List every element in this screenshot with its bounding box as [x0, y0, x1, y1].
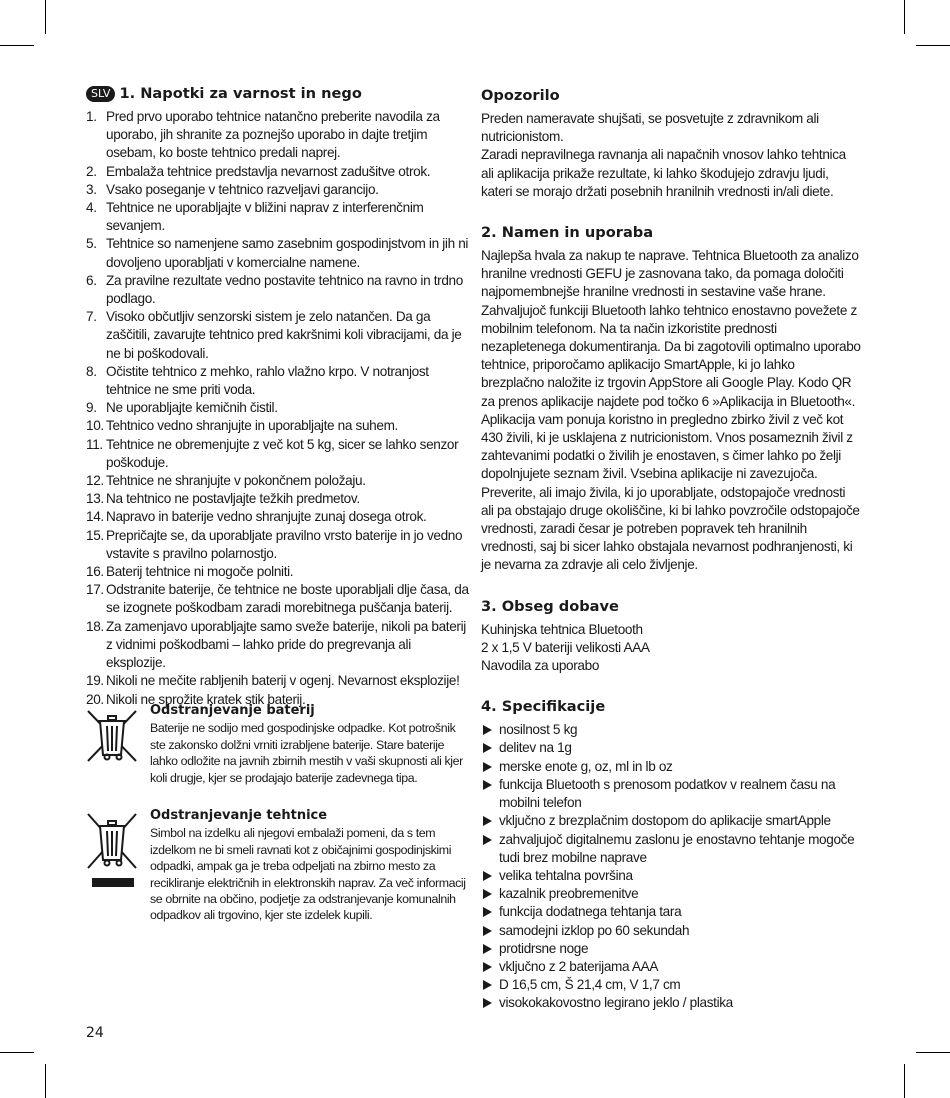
- language-badge: SLV: [86, 86, 115, 102]
- disposal-scale: [86, 808, 471, 924]
- safety-item-number: 9.: [86, 400, 97, 416]
- safety-item: [86, 363, 471, 399]
- spec-item: [481, 885, 861, 903]
- safety-item-number: 4.: [86, 200, 97, 216]
- safety-item: [86, 472, 471, 490]
- delivery-line: Kuhinjska tehtnica Bluetooth: [481, 621, 643, 637]
- safety-item-text: Tehtnice so namenjene samo zasebnim gospodinjstvom in jih ni dovoljeno uporabljati v komercialne namene.: [106, 236, 469, 270]
- section3: [481, 597, 861, 676]
- crop-mark: [904, 0, 905, 34]
- safety-item-number: 19.: [86, 673, 104, 689]
- crop-mark: [0, 1052, 34, 1053]
- spec-item-text: D 16,5 cm, Š 21,4 cm, V 1,7 cm: [499, 977, 681, 993]
- safety-item-number: 15.: [86, 527, 104, 543]
- safety-item-number: 3.: [86, 181, 97, 197]
- safety-list: [86, 108, 471, 709]
- spec-item-text: nosilnost 5 kg: [499, 722, 578, 738]
- crop-mark: [45, 0, 46, 34]
- spec-item-text: merske enote g, oz, ml in lb oz: [499, 758, 673, 774]
- safety-item-text: Pred prvo uporabo tehtnice natančno preberite navodila za uporabo, jih shranite za poznejšo uporabo in dajte tretjim osebam, ko boste tehtnico predali naprej.: [106, 109, 440, 161]
- warning-title: Opozorilo: [481, 87, 560, 104]
- safety-item-text: Tehtnice ne uporabljajte v bližini naprav z interferenčnim sevanjem.: [106, 200, 424, 234]
- disposal-batteries-text: Baterije ne sodijo med gospodinjske odpadke. Kot potrošnik ste zakonsko dolžni vrniti izrabljene baterije. Stare baterije lahko odložite na javnih zbirnih mestih v vaši skupnosti ali kjer koli drugje, kjer se prodajajo baterije zadevnega tipa.: [150, 721, 463, 785]
- safety-item: [86, 199, 471, 235]
- spec-item-text: velika tehtalna površina: [499, 867, 633, 883]
- safety-item: [86, 508, 471, 526]
- spec-item-text: visokokakovostno legirano jeklo / plastika: [499, 995, 733, 1011]
- triangle-bullet-icon: [483, 944, 492, 954]
- safety-item-number: 7.: [86, 309, 97, 325]
- spec-item-text: protidrsne noge: [499, 940, 589, 956]
- safety-item: [86, 527, 471, 563]
- triangle-bullet-icon: [483, 762, 492, 772]
- safety-item-number: 18.: [86, 618, 104, 634]
- crop-mark: [916, 1052, 950, 1053]
- delivery-line: 2 x 1,5 V bateriji velikosti AAA: [481, 639, 650, 655]
- warning-paragraph-1: Preden nameravate shujšati, se posvetujte z zdravnikom ali nutricionistom.: [481, 111, 819, 145]
- safety-item: [86, 163, 471, 181]
- safety-item: [86, 272, 471, 308]
- spec-item-text: funkcija Bluetooth s prenosom podatkov v realnem času na mobilni telefon: [499, 776, 836, 811]
- safety-item-text: Napravo in baterije vedno shranjujte zunaj dosega otrok.: [106, 509, 427, 525]
- triangle-bullet-icon: [483, 816, 492, 826]
- safety-item-text: Tehtnice ne obremenjujte z več kot 5 kg, sicer se lahko senzor poškoduje.: [106, 436, 459, 470]
- section4-title: 4. Specifikacije: [481, 698, 606, 716]
- safety-item-text: Na tehtnico ne postavljajte težkih predmetov.: [106, 491, 360, 507]
- safety-item: [86, 308, 471, 363]
- safety-item-number: 5.: [86, 236, 97, 252]
- spec-item: [481, 831, 861, 867]
- safety-item-number: 12.: [86, 473, 104, 489]
- spec-item-text: samodejni izklop po 60 sekundah: [499, 922, 690, 938]
- spec-item: [481, 739, 861, 757]
- crop-mark: [45, 1064, 46, 1098]
- safety-item: [86, 235, 471, 271]
- safety-item-text: Nikoli ne sprožite kratek stik baterij.: [106, 691, 306, 707]
- safety-item-text: Embalaža tehtnice predstavlja nevarnost zadušitve otrok.: [106, 163, 431, 179]
- safety-item-number: 13.: [86, 491, 104, 507]
- safety-item-number: 20.: [86, 691, 104, 707]
- spec-item: [481, 721, 861, 739]
- delivery-line: Navodila za uporabo: [481, 658, 600, 674]
- safety-item: [86, 399, 471, 417]
- section2-title: 2. Namen in uporaba: [481, 224, 654, 242]
- safety-item-text: Za pravilne rezultate vedno postavite tehtnico na ravno in trdno podlago.: [106, 272, 463, 307]
- safety-item-text: Prepričajte se, da uporabljate pravilno vrsto baterije in jo vedno vstavite s pravilno polarnostjo.: [106, 527, 463, 561]
- safety-item-number: 16.: [86, 564, 104, 580]
- crop-mark: [0, 45, 34, 46]
- safety-item-text: Tehtnico vedno shranjujte in uporabljajte na suhem.: [106, 418, 398, 434]
- safety-item-text: Očistite tehtnico z mehko, rahlo vlažno krpo. V notranjost tehtnice ne sme priti voda.: [106, 363, 429, 398]
- safety-item-number: 17.: [86, 582, 104, 598]
- disposal-batteries-title: Odstranjevanje baterij: [150, 703, 315, 718]
- left-column: [86, 84, 471, 709]
- section2-text: Najlepša hvala za nakup te naprave. Tehtnica Bluetooth za analizo hranilne vrednosti GEFU je zasnovana tako, da pomaga določiti najpomembnejše hranilne vrednosti in sestavine vaše hrane. Zahvaljujoč funkciji Bluetooth lahko tehtnico enostavno povežete z mobilnim telefonom. Na ta način izkoristite prednosti nezapletenega dokumentiranja. Da bi zagotovili optimalno uporabo tehtnice, priporočamo aplikacijo SmartApple, ki jo lahko brezplačno naložite iz trgovin AppStore ali Google Play. Kodo QR za prenos aplikacije najdete pod točko 6 »Aplikacija in Bluetooth«. Aplikacija vam ponuja koristno in pregledno zbirko živil z več kot 430 živili, ki je usklajena z nutricionistom. Vnos posameznih živil z zahtevanimi podatki o živilih je enostaven, s čimer lahko po želji dopolnjujete seznam živil. Vsebina aplikacije ni zavezujoča. Preverite, ali imajo živila, ki jo uporabljate, odstopajoče vrednosti ali pa obstajajo druge okoliščine, ki bi lahko povzročile odstopajoče vrednosti, zaradi česar je potreben popravek teh hranilnih vrednosti, saj bi sicer lahko obstajala nevarnost podhranjenosti, ki je nevarna za zdravje ali celo življenje.: [481, 248, 861, 573]
- triangle-bullet-icon: [483, 780, 492, 790]
- spec-item: [481, 976, 861, 994]
- spec-item: [481, 940, 861, 958]
- safety-item-text: Baterij tehtnice ni mogoče polniti.: [106, 564, 294, 580]
- safety-item: [86, 563, 471, 581]
- spec-item: [481, 812, 861, 830]
- spec-list: [481, 721, 861, 1012]
- triangle-bullet-icon: [483, 980, 492, 990]
- safety-item-text: Za zamenjavo uporabljajte samo sveže baterije, nikoli pa baterij z vidnimi poškodbami – lahko pride do pregrevanja ali eksplozije.: [106, 618, 466, 671]
- crossed-bin-icon: [86, 703, 140, 773]
- crop-mark: [904, 1064, 905, 1098]
- safety-item-number: 2.: [86, 163, 97, 179]
- safety-item-number: 1.: [86, 109, 97, 124]
- spec-item: [481, 758, 861, 776]
- triangle-bullet-icon: [483, 835, 492, 845]
- spec-item: [481, 867, 861, 885]
- spec-item: [481, 994, 861, 1012]
- safety-item-text: Tehtnice ne shranjujte v pokončnem položaju.: [106, 473, 366, 489]
- disposal-scale-text: Simbol na izdelku ali njegovi embalaži pomeni, da s tem izdelkom ne bi smeli ravnati kot z običajnimi gospodinjskimi odpadki, ampak ga je treba odpeljati na zbirno mesto za recikliranje električnih in elektronskih naprav. Za več informacij se obrnite na občino, podjetje za odstranjevanje komunalnih odpadkov ali trgovino, kjer ste izdelek kupili.: [150, 826, 466, 923]
- triangle-bullet-icon: [483, 962, 492, 972]
- spec-item-text: delitev na 1g: [499, 740, 572, 756]
- spec-item-text: vključno z 2 baterijama AAA: [499, 958, 659, 974]
- section4: [481, 697, 861, 1012]
- section3-title: 3. Obseg dobave: [481, 597, 619, 615]
- disposal-batteries: [86, 703, 471, 786]
- spec-item: [481, 922, 861, 940]
- safety-item: [86, 618, 471, 673]
- triangle-bullet-icon: [483, 926, 492, 936]
- spec-item-text: vključno z brezplačnim dostopom do aplikacije smartApple: [499, 813, 831, 829]
- disposal-scale-title: Odstranjevanje tehtnice: [150, 808, 328, 823]
- spec-item: [481, 958, 861, 976]
- safety-item-text: Odstranite baterije, če tehtnice ne boste uporabljali dlje časa, da se izognete poškodbam zaradi morebitnega puščanja baterij.: [106, 582, 469, 616]
- section2: [481, 223, 861, 575]
- section1-heading: [86, 84, 471, 104]
- spec-item-text: funkcija dodatnega tehtanja tara: [499, 904, 682, 920]
- safety-item-text: Vsako poseganje v tehtnico razveljavi garancijo.: [106, 181, 379, 197]
- safety-item-number: 8.: [86, 363, 97, 379]
- triangle-bullet-icon: [483, 998, 492, 1008]
- safety-item: [86, 181, 471, 199]
- safety-item: [86, 417, 471, 435]
- spec-item: [481, 903, 861, 921]
- page-number: 24: [86, 1025, 104, 1041]
- safety-item: [86, 108, 471, 163]
- section1-title: 1. Napotki za varnost in nego: [119, 85, 362, 102]
- safety-item-number: 10.: [86, 418, 104, 434]
- right-column: [481, 86, 861, 1013]
- triangle-bullet-icon: [483, 907, 492, 917]
- weee-bin-icon: [86, 808, 140, 894]
- warning-paragraph-2: Zaradi nepravilnega ravnanja ali napačnih vnosov lahko tehtnica ali aplikacija prikaže rezultate, ki lahko škodujejo zdravju ljudi, kateri se morajo držati posebnih hranilnih vrednosti in/ali diete.: [481, 147, 846, 199]
- safety-item: [86, 436, 471, 472]
- triangle-bullet-icon: [483, 889, 492, 899]
- spec-item-text: kazalnik preobremenitve: [499, 886, 639, 902]
- crop-mark: [916, 45, 950, 46]
- spec-item-text: zahvaljujoč digitalnemu zaslonu je enostavno tehtanje mogoče tudi brez mobilne naprave: [499, 831, 855, 865]
- safety-item-text: Ne uporabljajte kemičnih čistil.: [106, 400, 278, 416]
- triangle-bullet-icon: [483, 743, 492, 753]
- safety-item-text: Nikoli ne mečite rabljenih baterij v ogenj. Nevarnost eksplozije!: [106, 673, 460, 689]
- safety-item-number: 14.: [86, 509, 104, 525]
- safety-item: [86, 490, 471, 508]
- spec-item: [481, 776, 861, 812]
- triangle-bullet-icon: [483, 871, 492, 881]
- safety-item-number: 11.: [86, 436, 103, 452]
- safety-item-number: 6.: [86, 272, 97, 288]
- safety-item-text: Visoko občutljiv senzorski sistem je zelo natančen. Da ga zaščitili, zavarujte tehtnico pred kakršnimi koli vibracijami, da je ne bi poškodovali.: [106, 309, 462, 361]
- triangle-bullet-icon: [483, 725, 492, 735]
- safety-item: [86, 672, 471, 690]
- safety-item: [86, 581, 471, 617]
